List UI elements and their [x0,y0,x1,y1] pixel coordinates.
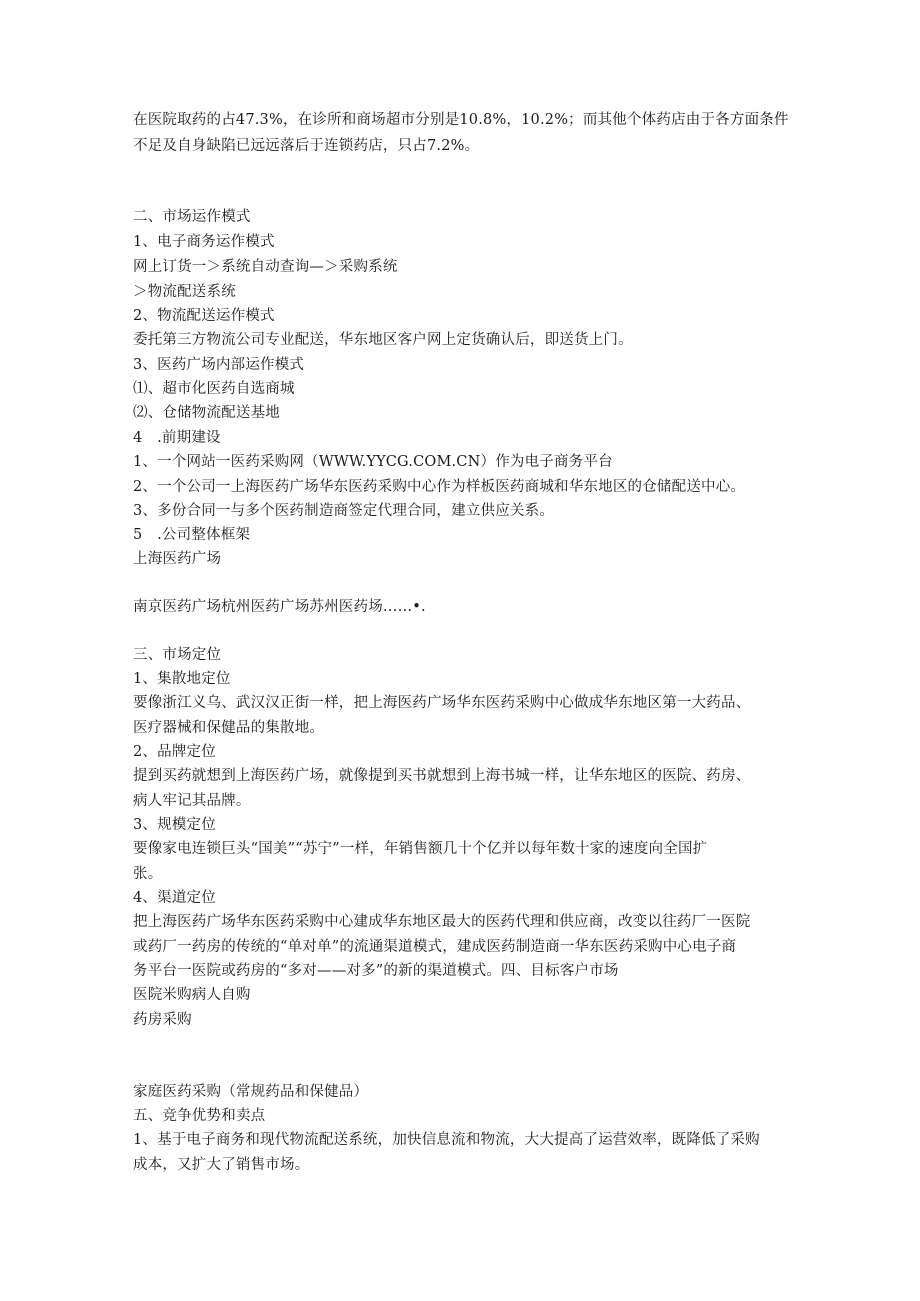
subheading-scale-positioning: 3、规模定位 [133,817,216,833]
text-line-28: 张。 [133,866,163,882]
subheading-channel-positioning: 4、渠道定位 [133,890,216,906]
section-heading-competitive-advantage: 五、竞争优势和卖点 [133,1108,266,1124]
section-heading-market-positioning: 三、市场定位 [133,647,222,663]
text-line-31: 或药厂一药房的传统的“单对单”的流通渠道模式，建成医药制造商一华东医药采购中心电子商 [133,939,737,955]
text-line-32: 务平台一医院或药房的“多对——对多”的新的渠道模式。四、目标客户市场 [133,963,619,979]
text-line-33: 医院米购病人自购 [133,987,251,1003]
section-heading-operation-mode: 二、市场运作模式 [133,209,251,225]
text-line-27: 要像家电连锁巨头“国美”“苏宁”一样，年销售额几十个亿并以每年数十家的速度向全国扩 [133,841,708,857]
text-line-13: 1、一个网站一医药采购网（WWW.YYCG.COM.CN）作为电子商务平台 [133,454,613,470]
text-line-5: 网上订货一＞系统自动查询—＞采购系统 [133,259,398,275]
text-line-6: ＞物流配送系统 [133,284,236,300]
text-line-38: 成本，又扩大了销售市场。 [133,1157,310,1173]
subheading-company-framework: 5 .公司整体框架 [133,527,251,543]
subheading-logistics-mode: 2、物流配送运作模式 [133,308,275,324]
subheading-preliminary-construction: 4 .前期建设 [133,430,221,446]
text-line-1: 在医院取药的占47.3%，在诊所和商场超市分别是10.8%，10.2%；而其他个体药店由于各方面条件 [133,112,789,128]
subheading-brand-positioning: 2、品牌定位 [133,744,216,760]
text-line-18: 南京医药广场杭州医药广场苏州医药场……•. [133,599,426,615]
subheading-distribution-positioning: 1、集散地定位 [133,671,231,687]
text-line-10: ⑴、超市化医药自选商城 [133,381,295,397]
text-line-30: 把上海医药广场华东医药采购中心建成华东地区最大的医药代理和供应商，改变以往药厂一医院 [133,914,751,930]
subheading-ecommerce-mode: 1、电子商务运作模式 [133,234,275,250]
text-line-34: 药房采购 [133,1012,192,1028]
text-line-8: 委托第三方物流公司专业配送，华东地区客户网上定货确认后，即送货上门。 [133,332,633,348]
text-line-22: 医疗器械和保健品的集散地。 [133,720,325,736]
subheading-internal-mode: 3、医药广场内部运作模式 [133,357,305,373]
text-line-15: 3、多份合同一与多个医药制造商签定代理合同，建立供应关系。 [133,503,555,519]
text-line-11: ⑵、仓储物流配送基地 [133,405,280,421]
text-line-24: 提到买药就想到上海医药广场，就像提到买书就想到上海书城一样，让华东地区的医院、药房、 [133,768,751,784]
text-line-21: 要像浙江义乌、武汉汉正街一样，把上海医药广场华东医药采购中心做成华东地区第一大药品、 [133,695,751,711]
text-line-35: 家庭医药采购（常规药品和保健品） [133,1084,369,1100]
text-line-37: 1、基于电子商务和现代物流配送系统，加快信息流和物流，大大提高了运营效率，既降低了采购 [133,1132,760,1148]
text-line-17: 上海医药广场 [133,551,222,567]
text-line-2: 不足及自身缺陷已远远落后于连锁药店，只占7.2%。 [133,138,480,154]
text-line-14: 2、一个公司一上海医药广场华东医药采购中心作为样板医药商城和华东地区的仓储配送中心。 [133,479,746,495]
text-line-25: 病人牢记其品牌。 [133,793,251,809]
